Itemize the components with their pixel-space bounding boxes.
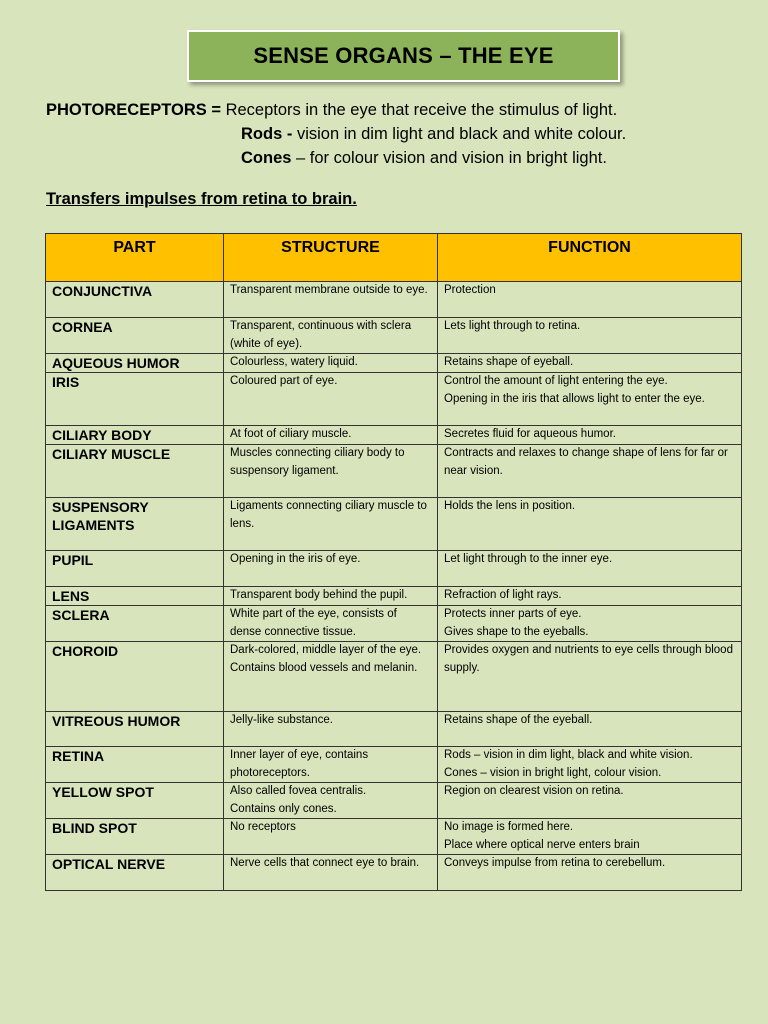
title-banner (187, 30, 620, 82)
structure-text: At foot of ciliary muscle. (230, 428, 352, 440)
cones-label: Cones (241, 149, 292, 167)
function-text: Secretes fluid for aqueous humor. (444, 428, 616, 440)
function-text: Protection (444, 284, 496, 296)
structure-text: Contains blood vessels and melanin. (230, 661, 418, 674)
part-cell (46, 855, 224, 891)
structure-cell (224, 783, 438, 819)
structure-text: Ligaments connecting ciliary muscle to lens. (230, 500, 427, 530)
table-row (46, 426, 742, 445)
structure-text: Opening in the iris of eye. (230, 553, 361, 565)
structure-cell (224, 498, 438, 551)
function-text: Conveys impulse from retina to cerebellum. (444, 857, 666, 869)
table-row (46, 642, 742, 712)
table-row (46, 373, 742, 426)
table-row (46, 282, 742, 318)
part-text: YELLOW SPOT (52, 784, 154, 800)
function-text: No image is formed here. (444, 821, 574, 833)
cones-line (46, 146, 626, 170)
function-text: Contracts and relaxes to change shape of lens for far or near vision. (444, 447, 728, 477)
structure-cell (224, 318, 438, 354)
structure-text: Colourless, watery liquid. (230, 356, 358, 368)
function-cell (438, 318, 742, 354)
function-text: Control the amount of light entering the eye. (444, 375, 668, 387)
function-text: Rods – vision in dim light, black and white vision. (444, 749, 693, 761)
function-text: Cones – vision in bright light, colour vision. (444, 766, 662, 779)
part-text: SCLERA (52, 607, 110, 623)
structure-text: White part of the eye, consists of dense connective tissue. (230, 608, 397, 638)
function-cell (438, 551, 742, 587)
function-text: Provides oxygen and nutrients to eye cells through blood supply. (444, 644, 733, 674)
structure-text: No receptors (230, 821, 296, 833)
function-cell (438, 855, 742, 891)
function-text: Protects inner parts of eye. (444, 608, 582, 620)
structure-cell (224, 445, 438, 498)
function-cell (438, 642, 742, 712)
table-row (46, 783, 742, 819)
structure-cell (224, 426, 438, 445)
table-row (46, 354, 742, 373)
function-text: Retains shape of the eyeball. (444, 714, 593, 726)
part-cell (46, 445, 224, 498)
part-text: CILIARY MUSCLE (52, 446, 171, 462)
function-cell (438, 373, 742, 426)
function-text: Lets light through to retina. (444, 320, 581, 332)
function-cell (438, 498, 742, 551)
structure-text: Nerve cells that connect eye to brain. (230, 857, 420, 869)
photoreceptors-line (46, 98, 626, 122)
part-text: RETINA (52, 748, 105, 764)
transfers-heading: Transfers impulses from retina to brain. (46, 190, 357, 208)
part-text: LENS (52, 588, 90, 604)
part-cell (46, 426, 224, 445)
structure-cell (224, 354, 438, 373)
header-structure: STRUCTURE (224, 234, 438, 282)
part-cell (46, 354, 224, 373)
function-text: Place where optical nerve enters brain (444, 838, 640, 851)
function-text: Gives shape to the eyeballs. (444, 625, 589, 638)
structure-text: Transparent membrane outside to eye. (230, 284, 428, 296)
part-text: OPTICAL NERVE (52, 856, 166, 872)
photoreceptors-label: PHOTORECEPTORS = (46, 101, 221, 119)
part-cell (46, 642, 224, 712)
function-text: Region on clearest vision on retina. (444, 785, 624, 797)
structure-text: Also called fovea centralis. (230, 785, 367, 797)
function-text: Refraction of light rays. (444, 589, 562, 601)
structure-text: Coloured part of eye. (230, 375, 338, 387)
part-text: VITREOUS HUMOR (52, 713, 181, 729)
structure-cell (224, 747, 438, 783)
part-text: CILIARY BODY (52, 427, 152, 443)
part-cell (46, 282, 224, 318)
structure-text: Transparent body behind the pupil. (230, 589, 408, 601)
part-text: CONJUNCTIVA (52, 283, 153, 299)
structure-text: Jelly-like substance. (230, 714, 333, 726)
cones-text: – for colour vision and vision in bright light. (296, 149, 607, 167)
rods-label: Rods - (241, 125, 293, 143)
intro-section (46, 98, 626, 170)
eye-parts-table (45, 233, 742, 891)
table-row (46, 747, 742, 783)
part-cell (46, 498, 224, 551)
structure-text: Transparent, continuous with sclera (white of eye). (230, 320, 412, 350)
table-row (46, 445, 742, 498)
part-cell (46, 373, 224, 426)
structure-cell (224, 712, 438, 747)
table-row (46, 551, 742, 587)
part-text: IRIS (52, 374, 80, 390)
function-cell (438, 445, 742, 498)
photoreceptors-text: Receptors in the eye that receive the stimulus of light. (225, 101, 618, 119)
function-cell (438, 282, 742, 318)
structure-text: Inner layer of eye, contains photoreceptors. (230, 749, 369, 779)
function-cell (438, 606, 742, 642)
structure-cell (224, 855, 438, 891)
table-row (46, 855, 742, 891)
table-body (46, 282, 742, 891)
function-cell (438, 426, 742, 445)
function-text: Opening in the iris that allows light to enter the eye. (444, 392, 705, 405)
part-text: CHOROID (52, 643, 119, 659)
structure-cell (224, 551, 438, 587)
rods-line (46, 122, 626, 146)
part-cell (46, 551, 224, 587)
part-text: PUPIL (52, 552, 94, 568)
function-text: Let light through to the inner eye. (444, 553, 613, 565)
structure-cell (224, 606, 438, 642)
part-text: AQUEOUS HUMOR (52, 355, 180, 371)
table-header-row (46, 234, 742, 282)
part-cell (46, 587, 224, 606)
rods-text: vision in dim light and black and white colour. (296, 125, 627, 143)
part-text: SUSPENSORY (52, 499, 149, 515)
function-cell (438, 354, 742, 373)
header-function: FUNCTION (438, 234, 742, 282)
structure-cell (224, 373, 438, 426)
structure-text: Contains only cones. (230, 802, 337, 815)
function-cell (438, 587, 742, 606)
page-title: SENSE ORGANS – THE EYE (253, 43, 554, 68)
part-cell (46, 819, 224, 855)
table-row (46, 587, 742, 606)
function-cell (438, 783, 742, 819)
table-row (46, 712, 742, 747)
structure-cell (224, 282, 438, 318)
part-text: CORNEA (52, 319, 113, 335)
structure-cell (224, 587, 438, 606)
part-cell (46, 712, 224, 747)
function-cell (438, 712, 742, 747)
function-text: Retains shape of eyeball. (444, 356, 574, 368)
function-cell (438, 747, 742, 783)
structure-cell (224, 819, 438, 855)
part-cell (46, 606, 224, 642)
part-cell (46, 783, 224, 819)
part-cell (46, 747, 224, 783)
part-cell (46, 318, 224, 354)
part-text: BLIND SPOT (52, 820, 137, 836)
function-text: Holds the lens in position. (444, 500, 576, 512)
table-row (46, 498, 742, 551)
table-row (46, 606, 742, 642)
table-row (46, 318, 742, 354)
header-part: PART (46, 234, 224, 282)
structure-text: Muscles connecting ciliary body to suspensory ligament. (230, 447, 405, 477)
structure-text: Dark-colored, middle layer of the eye. (230, 644, 422, 656)
table-row (46, 819, 742, 855)
function-cell (438, 819, 742, 855)
part-text: LIGAMENTS (52, 517, 135, 533)
structure-cell (224, 642, 438, 712)
